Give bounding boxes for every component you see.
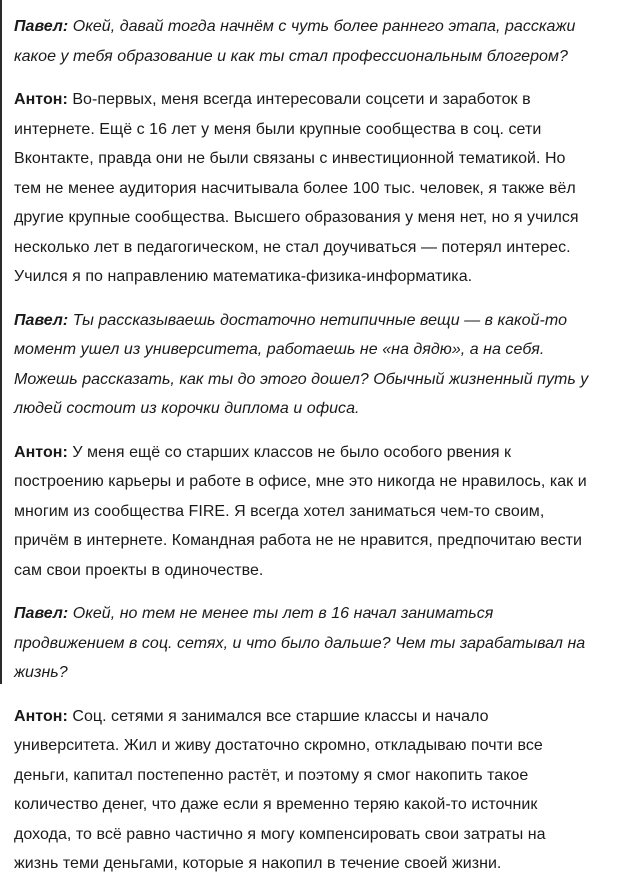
qa-block-question	[14, 12, 592, 71]
speaker-label-anton: Антон:	[14, 91, 68, 108]
qa-body-text: Во-первых, меня всегда интересовали соцсети и заработок в интернете. Ещё с 16 лет у меня были крупные сообщества в соц. сети Вконтакте, правда они не были связаны с инвестиционной тематикой. Но тем не менее аудитория насчитывала более 100 тыс. человек, я также вёл другие крупные сообщества. Высшего образования у меня нет, но я учился несколько лет в педагогическом, не стал доучиваться — потерял интерес. Учился я по направлению математика-физика-информатика.	[14, 91, 579, 285]
qa-block-question	[14, 306, 592, 424]
qa-body-text: Окей, но тем не менее ты лет в 16 начал заниматься продвижением в соц. сетях, и что было дальше? Чем ты зарабатывал на жизнь?	[14, 605, 586, 681]
speaker-label-pavel: Павел:	[14, 605, 69, 622]
speaker-label-anton: Антон:	[14, 707, 68, 725]
qa-block-answer	[14, 85, 592, 292]
qa-body-text: Соц. сетями я занимался все старшие классы и начало университета. Жил и живу достаточно скромно, откладываю почти все деньги, капитал постепенно растёт, и поэтому я смог накопить такое количество денег, что даже если я временно теряю какой-то источник дохода, то всё равно частично я могу компенсировать свои затраты на жизнь теми деньгами, которые я накопил в течение своей жизни.	[14, 707, 546, 872]
qa-block-answer	[14, 438, 592, 586]
qa-block-question	[14, 599, 592, 688]
qa-body-text: Окей, давай тогда начнём с чуть более раннего этапа, расскажи какое у тебя образование и как ты стал профессиональным блогером?	[14, 18, 576, 65]
speaker-label-pavel: Павел:	[14, 311, 69, 329]
left-accent-rule	[0, 0, 2, 684]
speaker-label-pavel: Павел:	[14, 18, 69, 35]
qa-block-answer	[14, 702, 592, 879]
qa-body-text: Ты рассказываешь достаточно нетипичные вещи — в какой-то момент ушел из университета, работаешь не «на дядю», а на себя. Можешь рассказать, как ты до этого дошел? Обычный жизненный путь у людей состоит из корочки диплома и офиса.	[14, 311, 589, 417]
speaker-label-anton: Антон:	[14, 443, 68, 461]
qa-body-text: У меня ещё со старших классов не было особого рвения к построению карьеры и работе в офисе, мне это никогда не нравилось, как и многим из сообщества FIRE. Я всегда хотел заниматься чем-то своим, причём в интернете. Командная работа не не нравится, предпочитаю вести сам свои проекты в одиночестве.	[14, 443, 587, 579]
